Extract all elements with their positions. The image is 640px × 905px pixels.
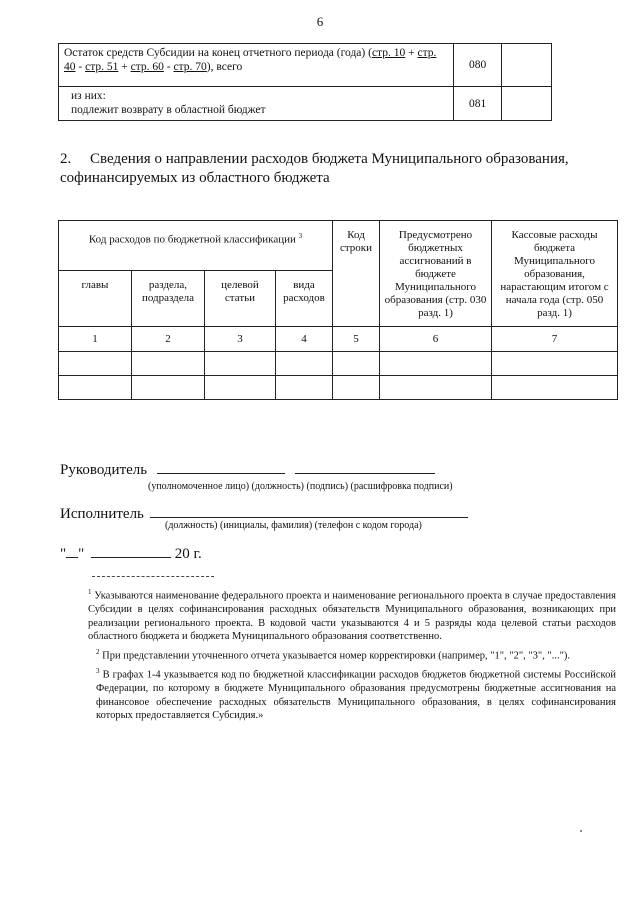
blank-line (157, 461, 285, 474)
operator-minus: - (163, 61, 174, 73)
head-signature-line (60, 461, 435, 479)
ref-line-51: стр. 51 (85, 61, 119, 73)
balance-row-label (59, 44, 454, 87)
scan-speck (580, 830, 582, 832)
ref-line-10: стр. 10 (371, 47, 406, 59)
header-planned: Предусмотрено бюджетных ассигнований в бюджете Муниципального образования (стр. 030 разд. 1) (380, 221, 492, 327)
footnote-1 (88, 586, 616, 644)
day-blank (66, 545, 78, 558)
operator-plus: + (118, 61, 131, 73)
footnote-mark: 1 (88, 588, 92, 596)
col-number: 6 (380, 327, 492, 352)
head-label: Руководитель (60, 462, 148, 478)
of-which-label: из них: (71, 90, 106, 102)
page-number: 6 (316, 14, 324, 29)
empty-cell (132, 376, 205, 400)
executor-caption: (должность) (инициалы, фамилия) (телефон с кодом города) (165, 520, 422, 531)
balance-text-suffix: ), всего (206, 61, 243, 73)
col-number: 1 (59, 327, 132, 352)
empty-cell (492, 352, 618, 376)
section-number: 2. (60, 151, 72, 167)
month-blank (91, 545, 171, 558)
col-number: 5 (333, 327, 380, 352)
subheader-type: вида расходов (276, 271, 333, 327)
ref-line-70: стр. 70 (173, 61, 207, 73)
empty-cell (380, 376, 492, 400)
footnote-ref-3: 3 (298, 232, 303, 240)
empty-cell (132, 352, 205, 376)
header-line-code: Код строки (333, 221, 380, 327)
footnote-3 (88, 665, 616, 723)
table-header-row (59, 221, 618, 271)
table-row (59, 87, 552, 121)
subheader-section: раздела, подраздела (132, 271, 205, 327)
footnotes (88, 586, 616, 725)
footnote-mark: 3 (96, 666, 100, 675)
table-row (59, 44, 552, 87)
section-title: Сведения о направлении расходов бюджета Муниципального образования, софинансируемых из областного бюджета (60, 151, 569, 186)
value-cell (502, 87, 552, 121)
footnote-text: При представлении уточненного отчета указывается номер корректировки (например, "1", "2", "3", "..."). (99, 650, 571, 662)
subheader-chapter: главы (59, 271, 132, 327)
col-number: 4 (276, 327, 333, 352)
blank-line (150, 505, 468, 518)
date-quote-close: " (78, 546, 85, 562)
date-quote-open: " (60, 546, 67, 562)
empty-cell (59, 352, 132, 376)
empty-cell (205, 352, 276, 376)
footnote-divider (92, 576, 214, 577)
col-number: 3 (205, 327, 276, 352)
header-cash-expenses: Кассовые расходы бюджета Муниципального образования, нарастающим итогом с начала года (стр. 050 разд. 1) (492, 221, 618, 327)
empty-cell (333, 376, 380, 400)
table-row (59, 376, 618, 400)
expenses-table (58, 220, 618, 400)
executor-label: Исполнитель (60, 506, 144, 522)
empty-cell (276, 376, 333, 400)
empty-cell (380, 352, 492, 376)
footnote-mark: 2 (96, 647, 100, 656)
empty-cell (492, 376, 618, 400)
return-label: подлежит возврату в областной бюджет (71, 104, 266, 116)
header-budget-code (59, 221, 333, 271)
footnote-text: Указываются наименование федерального проекта и наименование регионального проекта в случае предоставления Субсидии в целях софинансирования расходных обязательств Муниципального образования, возникающих при реализации регионального проекта. В кодовой части указываются 4 и 5 разряды кода целевой статьи расходов областного бюджета и бюджета Муниципального образования соответственно. (88, 590, 616, 643)
date-line (60, 545, 202, 563)
line-code-081: 081 (454, 87, 502, 121)
date-year: 20 г. (174, 546, 202, 562)
return-row-label (59, 87, 454, 121)
line-code-080: 080 (454, 44, 502, 87)
ref-line-40: стр. 40 (64, 47, 437, 73)
ref-line-60: стр. 60 (130, 61, 164, 73)
column-number-row (59, 327, 618, 352)
blank-line (295, 461, 435, 474)
empty-cell (59, 376, 132, 400)
empty-cell (276, 352, 333, 376)
balance-text-prefix: Остаток средств Субсидии на конец отчетного периода (года) ( (64, 47, 372, 59)
value-cell (502, 44, 552, 87)
section-2-heading (60, 150, 620, 188)
empty-cell (205, 376, 276, 400)
operator-plus: + (405, 47, 418, 59)
col-number: 2 (132, 327, 205, 352)
table-row (59, 352, 618, 376)
header-budget-code-text: Код расходов по бюджетной классификации (88, 233, 296, 246)
balance-table (58, 43, 552, 121)
operator-minus: - (75, 61, 86, 73)
empty-cell (333, 352, 380, 376)
footnote-text: В графах 1-4 указывается код по бюджетной классификации расходов бюджетов бюджетной системы Российской Федерации, по которому в бюджете Муниципального образования предусмотрены бюджетные ассигнования на финансовое обеспечение расходных обязательств Муниципального образования, в целях софинансирования которых предоставляется Субсидия.» (96, 669, 616, 722)
footnote-2 (88, 646, 616, 663)
head-caption: (уполномоченное лицо) (должность) (подпись) (расшифровка подписи) (148, 481, 453, 492)
col-number: 7 (492, 327, 618, 352)
subheader-target: целевой статьи (205, 271, 276, 327)
